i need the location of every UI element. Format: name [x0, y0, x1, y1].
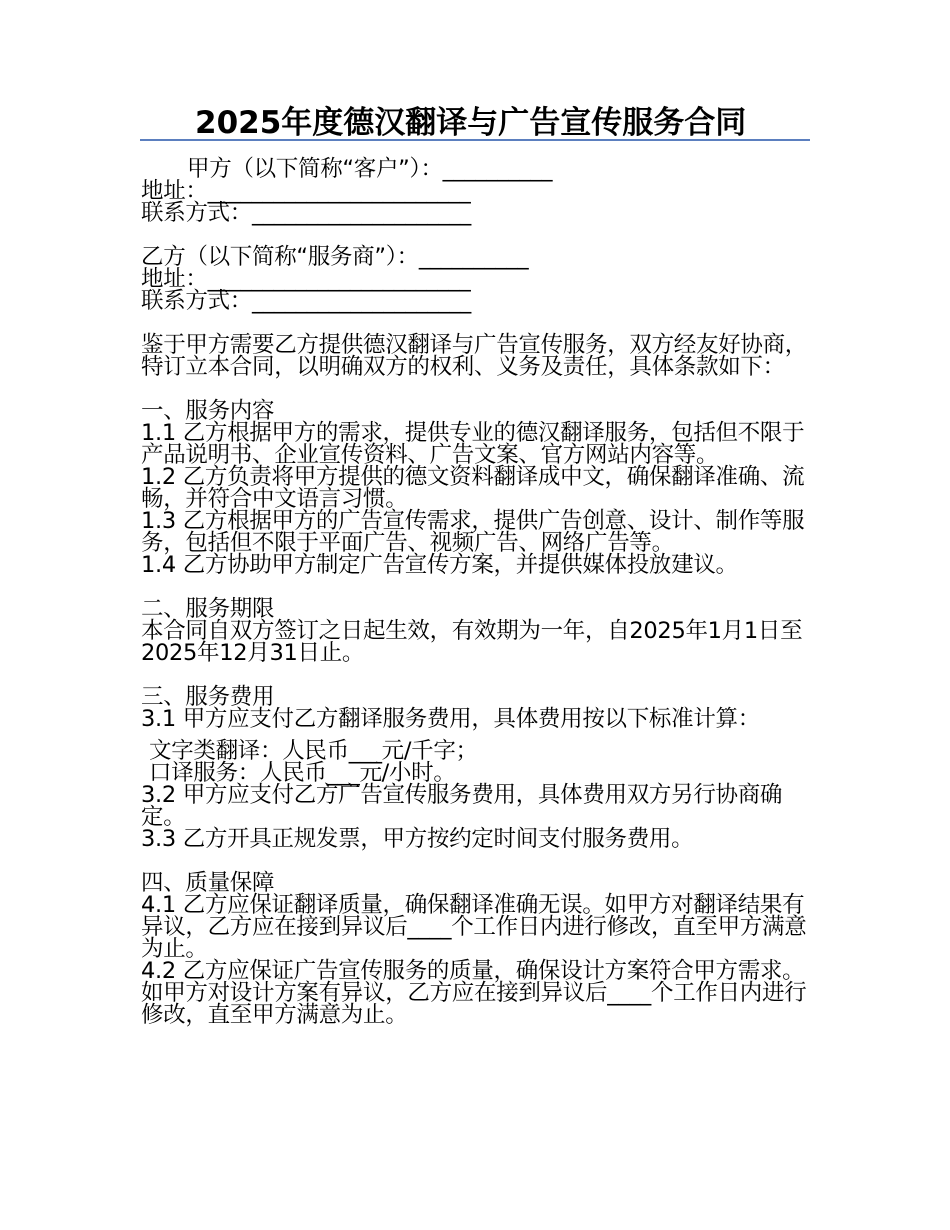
- party-b-address: 地址：________________________: [141, 266, 471, 292]
- clause: 1.1 乙方根据甲方的需求，提供专业的德汉翻译服务，包括但不限于产品说明书、企业宣传资料、广告文案、官方网站内容等。: [141, 420, 805, 468]
- section-heading: 一、服务内容: [141, 398, 275, 424]
- section-heading: 三、服务费用: [141, 684, 275, 710]
- clause: 4.1 乙方应保证翻译质量，确保翻译准确无误。如甲方对翻译结果有异议，乙方应在接到异议后____个工作日内进行修改，直至甲方满意为止。: [141, 892, 807, 962]
- clause: 本合同自双方签订之日起生效，有效期为一年，自2025年1月1日至2025年12月31日止。: [141, 618, 803, 666]
- title-underline: [140, 139, 810, 141]
- rate-line: 口译服务：人民币___元/小时。: [149, 760, 456, 786]
- clause: 1.3 乙方根据甲方的广告宣传需求，提供广告创意、设计、制作等服务，包括但不限于平面广告、视频广告、网络广告等。: [141, 508, 805, 556]
- party-a-contact: 联系方式：____________________: [141, 200, 472, 226]
- party-b-contact: 联系方式：____________________: [141, 288, 472, 314]
- clause: 3.1 甲方应支付乙方翻译服务费用，具体费用按以下标准计算：: [141, 706, 760, 732]
- party-b-name: 乙方（以下简称“服务商”）：__________: [141, 244, 529, 270]
- clause: 3.3 乙方开具正规发票，甲方按约定时间支付服务费用。: [141, 826, 694, 852]
- rate-line: 文字类翻译：人民币___元/千字；: [149, 738, 478, 764]
- clause: 3.2 甲方应支付乙方广告宣传服务费用，具体费用双方另行协商确定。: [141, 782, 783, 830]
- party-a-name: 甲方（以下简称“客户”）：__________: [187, 156, 553, 182]
- section-heading: 二、服务期限: [141, 596, 275, 622]
- clause: 4.2 乙方应保证广告宣传服务的质量，确保设计方案符合甲方需求。如甲方对设计方案有异议，乙方应在接到异议后____个工作日内进行修改，直至甲方满意为止。: [141, 958, 807, 1028]
- contract-body: [141, 158, 813, 1026]
- clause: 1.4 乙方协助甲方制定广告宣传方案，并提供媒体投放建议。: [141, 552, 738, 578]
- section-heading: 四、质量保障: [141, 870, 275, 896]
- document-title: 2025年度德汉翻译与广告宣传服务合同: [195, 105, 747, 141]
- party-a-address: 地址：________________________: [141, 178, 471, 204]
- preamble: 鉴于甲方需要乙方提供德汉翻译与广告宣传服务，双方经友好协商，特订立本合同，以明确双方的权利、义务及责任，具体条款如下：: [141, 332, 808, 380]
- clause: 1.2 乙方负责将甲方提供的德文资料翻译成中文，确保翻译准确、流畅，并符合中文语言习惯。: [141, 464, 805, 512]
